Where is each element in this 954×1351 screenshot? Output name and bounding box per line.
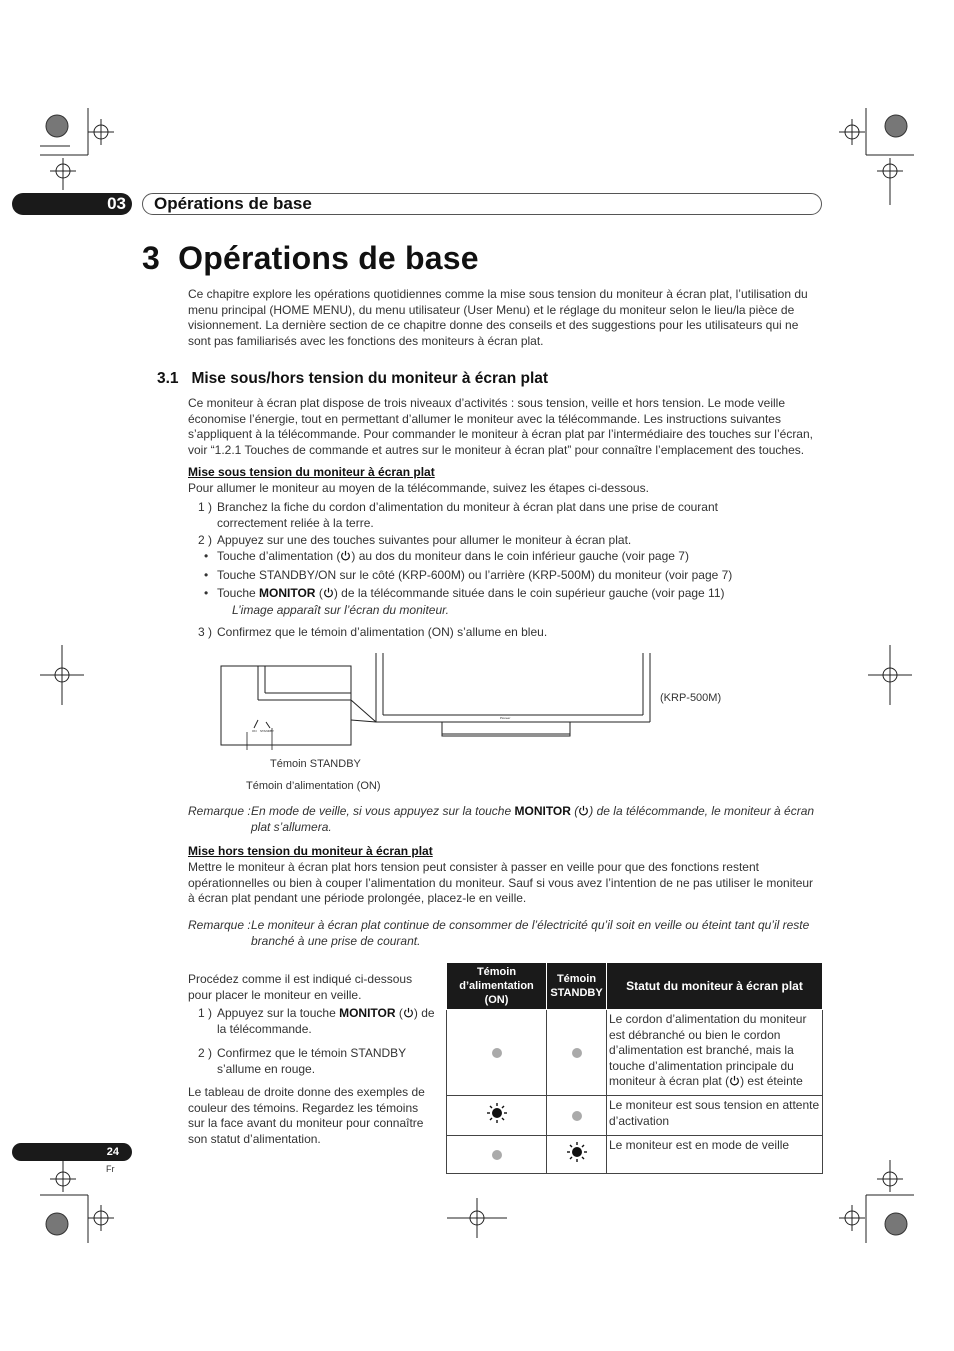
monitor-key-label: MONITOR	[259, 586, 316, 600]
table-header-status: Statut du moniteur à écran plat	[607, 963, 823, 1010]
remark1-text-c: ) de la télécommande, le moniteur à écran plat s’allumera.	[251, 804, 815, 834]
power-icon	[340, 550, 351, 561]
standby-step1-text-c: ) de la télécommande.	[217, 1006, 435, 1036]
remark1-text-b: (	[570, 804, 579, 818]
power-icon	[403, 1007, 414, 1018]
table-row	[447, 1010, 823, 1096]
power-icon	[729, 1075, 740, 1086]
status-cell: Le moniteur est en mode de veille	[607, 1136, 823, 1174]
power-on-step3: Confirmez que le témoin d’alimentation (ON) s’allume en bleu.	[217, 625, 548, 639]
bullet3-text-a: Touche	[217, 586, 260, 600]
status-text-b: ) est éteinte	[740, 1074, 803, 1089]
section-header-title: Opérations de base	[154, 194, 312, 213]
standby-step1-text-b: (	[395, 1006, 403, 1020]
power-on-bullet3-note: L’image apparaît sur l’écran du moniteur.	[232, 603, 450, 617]
standby-step1	[217, 1006, 437, 1037]
section-paragraph: Ce moniteur à écran plat dispose de trois niveaux d’activités : sous tension, veille et hors tension. Le mode veille économise l’énergie, tout en permettant d’allumer le moniteur avec la télécommande. Les instructions suivantes s’appliquent à la télécommande. Pour commander le moniteur à écran plat par l’intermédiaire des touches sur l’écran, voir “1.2.1 Touches de commande et autres sur le moniteur à écran plat” pour connaître l’emplacement des touches.	[188, 396, 813, 457]
indicator-off-icon	[492, 1048, 502, 1058]
status-cell: Le moniteur est sous tension en attente d’activation	[607, 1096, 823, 1136]
standby-lead: Procédez comme il est indiqué ci-dessous pour placer le moniteur en veille.	[188, 972, 413, 1002]
chapter-heading: 3 Opérations de base	[142, 240, 479, 276]
power-on-bullet3	[217, 586, 817, 602]
power-on-bullet1	[217, 549, 817, 565]
monitor-key-label: MONITOR	[339, 1006, 396, 1020]
standby-indicator-cell	[547, 1136, 607, 1174]
brand-logo: Pioneer	[500, 716, 511, 720]
indicator-lit-icon	[566, 1141, 588, 1163]
monitor-illustration	[210, 650, 670, 750]
table-header-power: Témoin d’alimentation (ON)	[447, 963, 547, 1010]
table-note: Le tableau de droite donne des exemples de couleur des témoins. Regardez les témoins sur la face avant du moniteur pour connaître son statut d’alimentation.	[188, 1085, 425, 1146]
chapter-number-badge: 03	[12, 193, 132, 215]
status-table	[446, 962, 823, 1174]
intro-paragraph: Ce chapitre explore les opérations quotidiennes comme la mise sous tension du moniteur à écran plat, l’utilisation du menu principal (HOME MENU), du menu utilisateur (User Menu) et le réglage du moniteur selon le lieu/la pièce de visionnement. La dernière section de ce chapitre donne des conseils et des suggestions pour les utilisateurs qui ne sont pas familiarisés avec les fonctions des moniteurs à écran plat.	[188, 287, 808, 348]
power-on-step3-number: 3 )	[198, 625, 213, 639]
power-on-step1-number: 1 )	[198, 500, 213, 514]
table-row	[447, 1136, 823, 1174]
bullet1-text-a: Touche d’alimentation (	[217, 549, 341, 563]
status-text-a: Le cordon d’alimentation du moniteur est débranché ou bien le cordon d’alimentation est branché, mais la touche d’alimentation principale du moniteur à écran plat (	[609, 1012, 807, 1089]
remark1-prefix: Remarque :	[188, 804, 251, 818]
remark2-text: Le moniteur à écran plat continue de consommer de l’électricité qu’il soit en veille ou éteint tant qu’il reste branché à une prise de courant.	[251, 918, 810, 948]
standby-indicator-cell	[547, 1096, 607, 1136]
power-on-lead: Pour allumer le moniteur au moyen de la télécommande, suivez les étapes ci-dessous.	[188, 481, 649, 495]
power-on-step1: Branchez la fiche du cordon d’alimentation du moniteur à écran plat dans une prise de courant correctement reliée à la terre.	[217, 500, 718, 530]
mini-label-standby: STANDBY	[260, 729, 274, 733]
power-indicator-callout: Témoin d’alimentation (ON)	[246, 780, 381, 792]
standby-step1-number: 1 )	[198, 1006, 213, 1020]
standby-step1-text-a: Appuyez sur la touche	[217, 1006, 340, 1020]
power-off-paragraph: Mettre le moniteur à écran plat hors tension peut consister à passer en veille pour que des fonctions restent opérationnelles ou bien à couper l’alimentation du moniteur. Sauf si vous avez l’intention de ne pas utiliser le moniteur à écran plat pendant une période prolongée, placez-le en veille.	[188, 860, 814, 906]
power-on-step2-number: 2 )	[198, 533, 213, 547]
mini-label-on: ON	[252, 729, 257, 733]
bullet-marker: •	[204, 549, 209, 563]
standby-step2-number: 2 )	[198, 1046, 213, 1060]
power-icon	[323, 587, 334, 598]
remark2-prefix: Remarque :	[188, 918, 251, 932]
power-on-heading: Mise sous tension du moniteur à écran plat	[188, 465, 435, 479]
power-indicator-cell	[447, 1096, 547, 1136]
bullet-marker: •	[204, 568, 209, 582]
bullet3-text-c: ) de la télécommande située dans le coin supérieur gauche (voir page 11)	[333, 586, 725, 600]
language-code: Fr	[106, 1164, 115, 1174]
standby-step2: Confirmez que le témoin STANDBY s’allume en rouge.	[217, 1046, 406, 1076]
indicator-lit-icon	[486, 1102, 508, 1124]
power-off-heading: Mise hors tension du moniteur à écran plat	[188, 844, 433, 858]
model-label: (KRP-500M)	[660, 692, 722, 704]
monitor-key-label: MONITOR	[514, 804, 571, 818]
standby-indicator-cell	[547, 1010, 607, 1096]
power-indicator-cell	[447, 1136, 547, 1174]
bullet1-text-b: ) au dos du moniteur dans le coin inférieur gauche (voir page 7)	[351, 549, 689, 563]
power-icon	[578, 805, 589, 816]
table-row	[447, 1096, 823, 1136]
bullet3-text-b: (	[315, 586, 323, 600]
power-indicator-cell	[447, 1010, 547, 1096]
section-heading: 3.1 Mise sous/hors tension du moniteur à écran plat	[157, 370, 549, 387]
indicator-off-icon	[572, 1048, 582, 1058]
page-number-badge: 24	[12, 1143, 132, 1161]
standby-indicator-callout: Témoin STANDBY	[270, 758, 361, 770]
status-cell	[607, 1010, 823, 1096]
bullet-marker: •	[204, 586, 209, 600]
power-on-step2: Appuyez sur une des touches suivantes pour allumer le moniteur à écran plat.	[217, 533, 632, 547]
power-on-bullet2: Touche STANDBY/ON sur le côté (KRP-600M) ou l’arrière (KRP-500M) du moniteur (voir page 7)	[217, 568, 733, 582]
indicator-off-icon	[492, 1150, 502, 1160]
table-header-standby: Témoin STANDBY	[547, 963, 607, 1010]
remark1-text-a: En mode de veille, si vous appuyez sur la touche	[251, 804, 515, 818]
remark1-text	[251, 804, 823, 835]
indicator-off-icon	[572, 1111, 582, 1121]
